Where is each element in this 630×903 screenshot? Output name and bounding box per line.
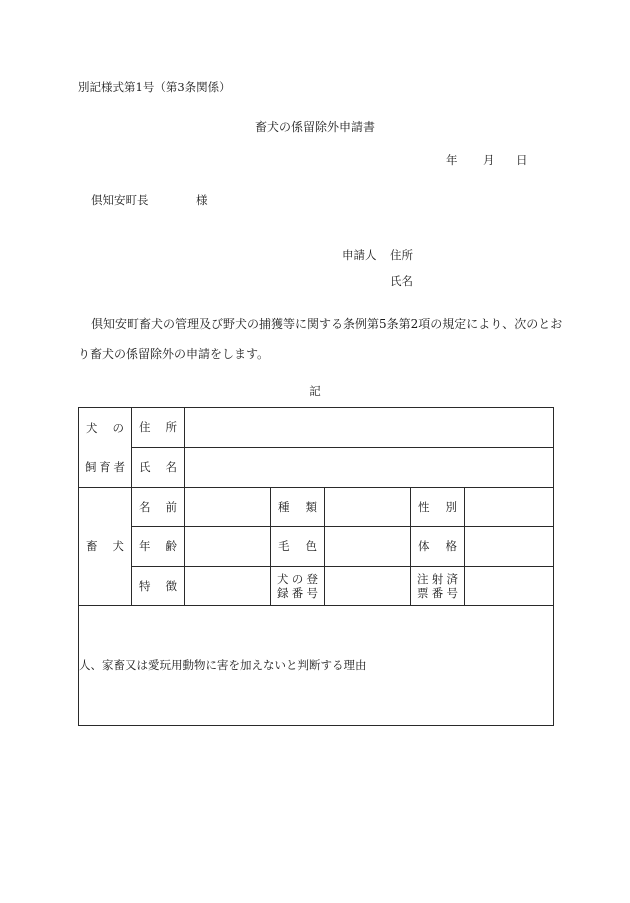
dog-vaccination-label: 注 射 済 票 番 号 [411, 567, 465, 606]
owner-name-field[interactable] [185, 448, 554, 488]
owner-header-bottom: 飼 育 者 [79, 448, 132, 488]
dog-build-label: 体 格 [411, 527, 465, 567]
owner-address-label: 住 所 [132, 408, 185, 448]
dog-build-field[interactable] [465, 527, 554, 567]
applicant-label: 申請人 [342, 248, 377, 262]
date-year-label: 年 [446, 153, 458, 167]
dog-breed-field[interactable] [325, 488, 411, 527]
owner-address-field[interactable] [185, 408, 554, 448]
dog-vaccination-field[interactable] [465, 567, 554, 606]
date-day-label: 日 [516, 153, 528, 167]
owner-header-top: 犬 の [79, 408, 132, 448]
dog-registration-field[interactable] [325, 567, 411, 606]
dog-features-field[interactable] [185, 567, 271, 606]
dog-age-field[interactable] [185, 527, 271, 567]
applicant-name-label: 氏名 [390, 274, 413, 288]
dog-coat-field[interactable] [325, 527, 411, 567]
form-number: 別記様式第1号（第3条関係） [78, 80, 231, 94]
application-table [78, 407, 554, 726]
dog-coat-label: 毛 色 [271, 527, 325, 567]
form-title: 畜犬の係留除外申請書 [254, 120, 375, 134]
dog-name-label: 名 前 [132, 488, 185, 527]
date-month-label: 月 [483, 153, 495, 167]
dog-registration-label: 犬 の 登 録 番 号 [271, 567, 325, 606]
owner-name-label: 氏 名 [132, 448, 185, 488]
addressee-name: 倶知安町長 [91, 193, 149, 207]
dog-sex-field[interactable] [465, 488, 554, 527]
applicant-address-label: 住所 [390, 248, 413, 262]
reason-field[interactable] [79, 606, 554, 726]
dog-name-field[interactable] [185, 488, 271, 527]
dog-sex-label: 性 別 [411, 488, 465, 527]
dog-header: 畜 犬 [79, 488, 132, 606]
dog-age-label: 年 齢 [132, 527, 185, 567]
dog-features-label: 特 徴 [132, 567, 185, 606]
addressee-honorific: 様 [196, 193, 208, 207]
reason-label: 人、家畜又は愛玩用動物に害を加えないと判断する理由 [79, 658, 367, 673]
body-text: 倶知安町畜犬の管理及び野犬の捕獲等に関する条例第5条第2項の規定により、次のとおり畜犬の係留除外の申請をします。 [78, 317, 563, 361]
ki-heading: 記 [309, 384, 321, 398]
dog-breed-label: 種 類 [271, 488, 325, 527]
